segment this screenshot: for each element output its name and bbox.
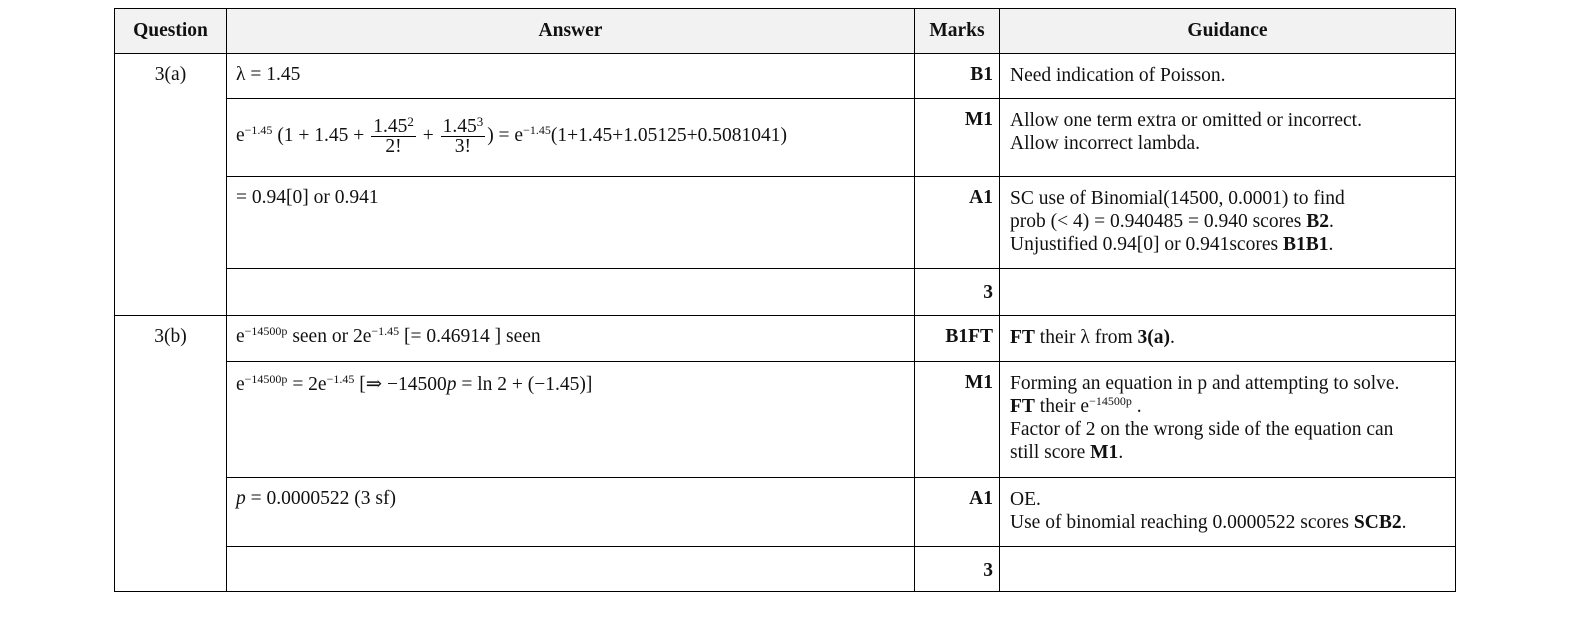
guidance-cell-empty — [1000, 269, 1456, 316]
guidance-line: Factor of 2 on the wrong side of the equation can — [1010, 419, 1394, 440]
math-exponent — [245, 324, 288, 338]
math-text: + — [422, 124, 434, 146]
guidance-line: Forming an equation in p and attempting to solve. — [1010, 373, 1400, 394]
math-exponent: 2 — [407, 114, 414, 129]
math-exponent: −1.45 — [371, 324, 400, 338]
marks-total: 3 — [915, 547, 1000, 592]
guidance-cell — [1000, 362, 1456, 478]
math-text: [⇒ −14500 — [354, 374, 447, 395]
header-answer: Answer — [227, 9, 915, 54]
guidance-text: . — [1170, 327, 1175, 348]
answer-cell-empty — [227, 547, 915, 592]
answer-cell — [227, 478, 915, 547]
fraction-numerator — [371, 114, 416, 137]
table-row — [115, 99, 1456, 177]
guidance-text: . — [1328, 234, 1334, 255]
header-guidance: Guidance — [1000, 9, 1456, 54]
answer-cell: = 0.94[0] or 0.941 — [227, 177, 915, 269]
marks-cell: B1 — [915, 54, 1000, 99]
mark-scheme-table — [114, 8, 1456, 592]
guidance-line — [1010, 233, 1446, 256]
header-question: Question — [115, 9, 227, 54]
guidance-text: their λ from — [1034, 327, 1138, 348]
table-row — [115, 316, 1456, 362]
fraction-denominator: 2! — [385, 136, 402, 157]
answer-cell: λ = 1.45 — [227, 54, 915, 99]
guidance-text: still score — [1010, 442, 1091, 463]
math-text: ) = e — [487, 124, 524, 146]
question-label-3a: 3(a) — [115, 54, 227, 316]
guidance-line: OE. — [1010, 489, 1041, 510]
math-text: e — [236, 374, 245, 395]
marks-cell: M1 — [915, 362, 1000, 478]
guidance-text: their e — [1034, 396, 1090, 417]
marks-cell: A1 — [915, 478, 1000, 547]
guidance-cell: Need indication of Poisson. — [1000, 54, 1456, 99]
guidance-mark-code: FT — [1010, 396, 1035, 417]
math-exponent: −1.45 — [244, 122, 273, 137]
guidance-mark-code: B1B1 — [1282, 234, 1329, 255]
guidance-cell — [1000, 316, 1456, 362]
marks-total: 3 — [915, 269, 1000, 316]
guidance-cell — [1000, 99, 1456, 177]
fraction-numerator — [441, 114, 486, 137]
marks-cell: B1FT — [915, 316, 1000, 362]
guidance-mark-code: SCB2 — [1353, 512, 1402, 533]
header-row — [115, 9, 1456, 54]
math-text: (1 + 1.45 + — [277, 124, 365, 146]
math-text: e — [236, 124, 245, 146]
math-text: e — [236, 326, 245, 347]
math-text: = ln 2 + (−1.45)] — [456, 374, 593, 395]
math-exponent: −1.45 — [326, 372, 355, 386]
guidance-line: Allow incorrect lambda. — [1010, 133, 1201, 154]
fraction — [371, 114, 416, 157]
math-variable: p — [236, 488, 246, 509]
math-exponent: −14500p — [1089, 394, 1132, 408]
guidance-mark-code: M1 — [1090, 442, 1119, 463]
math-text: 1.45 — [373, 116, 408, 137]
header-marks: Marks — [915, 9, 1000, 54]
math-text: (1+1.45+1.05125+0.5081041) — [550, 124, 787, 146]
math-variable: p — [446, 374, 457, 395]
marks-cell: A1 — [915, 177, 1000, 269]
fraction-denominator: 3! — [454, 136, 471, 157]
guidance-line — [1010, 441, 1446, 464]
math-text: = 2e — [287, 374, 327, 395]
guidance-text: . — [1328, 211, 1334, 232]
table-row — [115, 478, 1456, 547]
guidance-line — [1010, 210, 1446, 233]
marks-cell: M1 — [915, 99, 1000, 177]
guidance-text: . — [1401, 512, 1407, 533]
guidance-line — [1010, 395, 1446, 418]
guidance-mark-code: B2 — [1306, 211, 1329, 232]
math-text: [= 0.46914 ] seen — [399, 326, 541, 347]
guidance-text: Unjustified 0.94[0] or 0.941scores — [1010, 234, 1283, 255]
table-row-total — [115, 269, 1456, 316]
math-exponent: 3 — [476, 114, 484, 129]
guidance-cell — [1000, 177, 1456, 269]
math-text: = 0.0000522 (3 sf) — [245, 488, 396, 509]
fraction — [441, 114, 486, 157]
table-row — [115, 362, 1456, 478]
guidance-line: SC use of Binomial(14500, 0.0001) to find — [1010, 188, 1345, 209]
math-text: 1.45 — [442, 116, 477, 137]
guidance-line — [1010, 511, 1446, 534]
guidance-mark-code: FT — [1010, 327, 1035, 348]
math-text: seen or 2e — [287, 326, 372, 347]
answer-cell-empty — [227, 269, 915, 316]
table-row — [115, 54, 1456, 99]
guidance-line: Allow one term extra or omitted or incorrect. — [1010, 110, 1362, 131]
answer-cell — [227, 362, 915, 478]
math-exponent: −1.45 — [523, 122, 551, 137]
math-exponent: −14500p — [244, 372, 288, 386]
question-label-3b: 3(b) — [115, 316, 227, 592]
guidance-cell — [1000, 478, 1456, 547]
answer-cell — [227, 99, 915, 177]
answer-cell — [227, 316, 915, 362]
guidance-cell-empty — [1000, 547, 1456, 592]
table-row-total — [115, 547, 1456, 592]
guidance-reference: 3(a) — [1137, 327, 1171, 348]
guidance-text: . — [1131, 396, 1142, 417]
table-row — [115, 177, 1456, 269]
guidance-text: Use of binomial reaching 0.0000522 scores — [1010, 512, 1354, 533]
guidance-text: . — [1118, 442, 1124, 463]
math-text: −14500p — [244, 324, 288, 338]
guidance-text: prob (< 4) = 0.940485 = 0.940 scores — [1010, 211, 1307, 232]
